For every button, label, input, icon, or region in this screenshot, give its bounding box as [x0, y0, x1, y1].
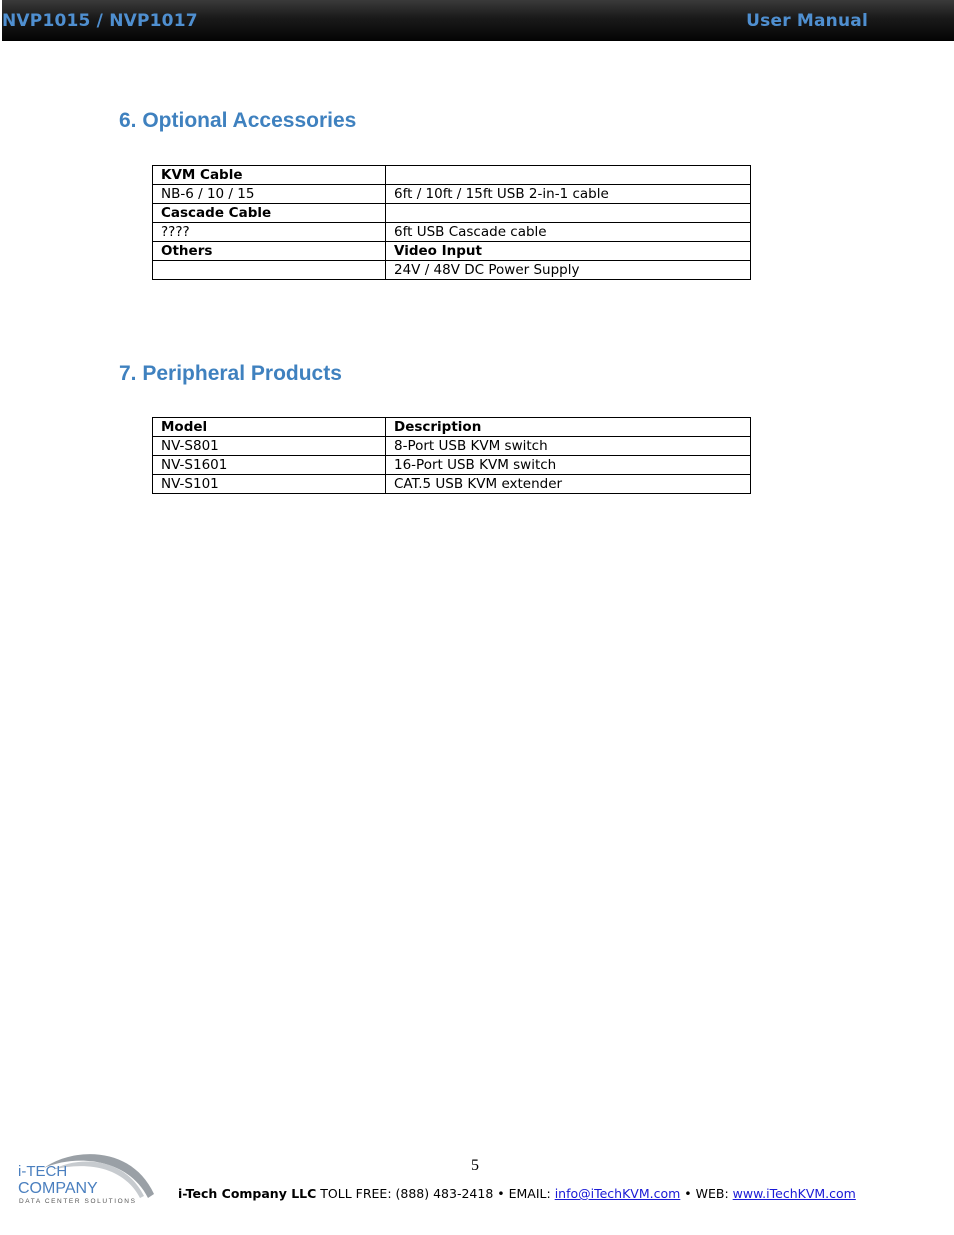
table-row — [153, 456, 751, 475]
table-row — [153, 242, 751, 261]
table-cell: Cascade Cable — [153, 204, 386, 223]
page-number: 5 — [471, 1157, 479, 1174]
footer-web-link[interactable]: www.iTechKVM.com — [732, 1186, 856, 1201]
table-cell: 6ft / 10ft / 15ft USB 2-in-1 cable — [386, 185, 751, 204]
table-cell: Video Input — [386, 242, 751, 261]
table-cell: NB-6 / 10 / 15 — [153, 185, 386, 204]
footer-company-name: i-Tech Company LLC — [178, 1186, 317, 1201]
table-cell: 24V / 48V DC Power Supply — [386, 261, 751, 280]
footer-toll-free: TOLL FREE: (888) 483-2418 • EMAIL: — [316, 1186, 555, 1201]
table-cell: NV-S1601 — [153, 456, 386, 475]
table-cell — [153, 261, 386, 280]
logo-text-tagline: DATA CENTER SOLUTIONS — [19, 1198, 137, 1205]
table-row — [153, 437, 751, 456]
table-cell: CAT.5 USB KVM extender — [386, 475, 751, 494]
section-title-optional-accessories: 6. Optional Accessories — [119, 109, 357, 132]
header-manual-title: User Manual — [746, 11, 868, 31]
logo-text-itech: i-TECH — [18, 1163, 68, 1180]
accessories-table — [152, 165, 751, 280]
table-header-row — [153, 418, 751, 437]
table-cell — [386, 166, 751, 185]
table-cell: NV-S801 — [153, 437, 386, 456]
table-row — [153, 204, 751, 223]
table-cell: 6ft USB Cascade cable — [386, 223, 751, 242]
footer-email-link[interactable]: info@iTechKVM.com — [554, 1186, 681, 1201]
table-cell: 16-Port USB KVM switch — [386, 456, 751, 475]
footer-web-label: • WEB: — [680, 1186, 733, 1201]
section-title-peripheral-products: 7. Peripheral Products — [119, 362, 342, 385]
table-row — [153, 475, 751, 494]
table-cell: NV-S101 — [153, 475, 386, 494]
table-cell: 8-Port USB KVM switch — [386, 437, 751, 456]
logo-text-company: COMPANY — [18, 1180, 98, 1197]
header-product-title: NVP1015 / NVP1017 — [2, 11, 198, 31]
table-cell: Others — [153, 242, 386, 261]
company-logo — [16, 1146, 156, 1206]
table-cell — [386, 204, 751, 223]
footer-contact-line — [178, 1186, 856, 1201]
table-header-cell: Model — [153, 418, 386, 437]
peripheral-table — [152, 417, 751, 494]
header-bar — [2, 0, 954, 41]
table-row — [153, 261, 751, 280]
table-header-cell: Description — [386, 418, 751, 437]
table-row — [153, 223, 751, 242]
table-row — [153, 185, 751, 204]
table-cell: ???? — [153, 223, 386, 242]
table-row — [153, 166, 751, 185]
table-cell: KVM Cable — [153, 166, 386, 185]
